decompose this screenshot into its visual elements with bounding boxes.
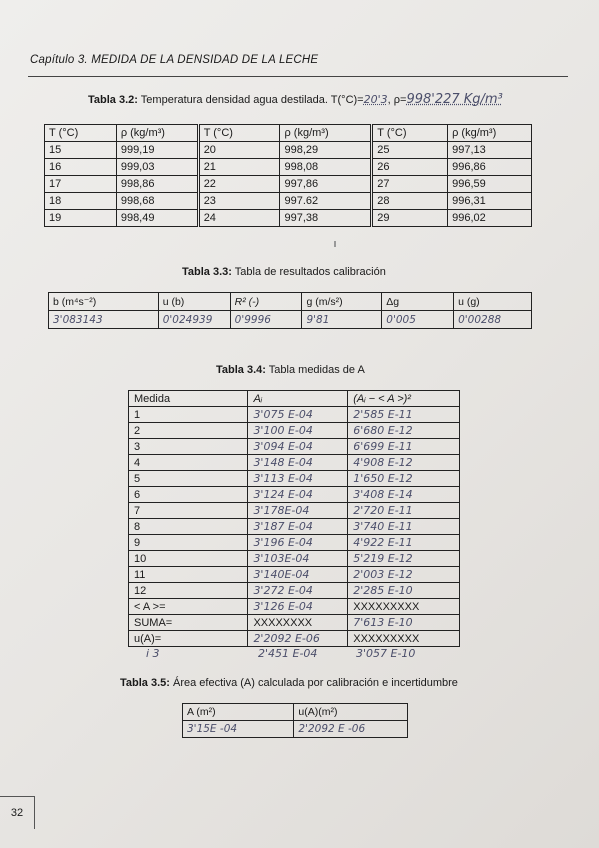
table-cell: 0'00288 (454, 311, 532, 329)
stray-mark (334, 241, 336, 247)
table32-header-cell: ρ (kg/m³) (116, 125, 198, 142)
table32-header-cell: T (°C) (45, 125, 117, 142)
table-cell: 8 (129, 519, 248, 535)
table-cell: 3'103E-04 (248, 551, 348, 567)
table-cell: 3'094 E-04 (248, 439, 348, 455)
table34-header-cell: Medida (129, 391, 248, 407)
table-cell: 5'219 E-12 (348, 551, 460, 567)
table-cell: 997,13 (448, 142, 532, 159)
table33-header-cell: b (m⁴s⁻²) (49, 293, 159, 311)
table-cell: XXXXXXXXX (348, 599, 460, 615)
page-number: 32 (0, 796, 35, 829)
table33-label: Tabla 3.3: (182, 266, 232, 278)
table-row (45, 142, 532, 159)
table-cell: 996,31 (448, 193, 532, 210)
table32-header-cell: T (°C) (198, 125, 280, 142)
table-cell: 29 (372, 210, 448, 227)
table-cell: 7'613 E-10 (348, 615, 460, 631)
table35-label: Tabla 3.5: (120, 677, 170, 689)
table-row (45, 193, 532, 210)
table-cell: u(A)= (129, 631, 248, 647)
table-cell: 6'680 E-12 (348, 423, 460, 439)
table-cell: 6 (129, 487, 248, 503)
table-cell: 5 (129, 471, 248, 487)
table33-caption-text: Tabla de resultados calibración (234, 266, 386, 278)
table33-header-cell: Δg (382, 293, 454, 311)
table-cell: 2'003 E-12 (348, 567, 460, 583)
table-cell: 3'272 E-04 (248, 583, 348, 599)
table-row (129, 567, 460, 583)
table-row (129, 551, 460, 567)
table35-header-row (183, 704, 408, 721)
table33 (48, 292, 532, 329)
table-cell: 22 (198, 176, 280, 193)
table34-header-cell: (Aᵢ − < A >)² (348, 391, 460, 407)
table-cell: 24 (198, 210, 280, 227)
table32-label: Tabla 3.2: (88, 94, 138, 106)
table-cell: 3'140E-04 (248, 567, 348, 583)
table-cell: XXXXXXXXX (348, 631, 460, 647)
table-cell: 3'075 E-04 (248, 407, 348, 423)
table32 (44, 124, 532, 227)
table-cell: 3'100 E-04 (248, 423, 348, 439)
table35-caption-text: Área efectiva (A) calculada por calibración e incertidumbre (173, 677, 458, 689)
table-row (129, 455, 460, 471)
table-row (129, 519, 460, 535)
table-row (129, 599, 460, 615)
table35-caption (120, 677, 458, 689)
table32-rho-label: , ρ= (387, 94, 407, 106)
table-cell: 997.62 (280, 193, 372, 210)
table-cell: 2'285 E-10 (348, 583, 460, 599)
table-cell: 12 (129, 583, 248, 599)
table-cell: 3'148 E-04 (248, 455, 348, 471)
table32-header-cell: T (°C) (372, 125, 448, 142)
table-cell: 10 (129, 551, 248, 567)
table-cell: 998,29 (280, 142, 372, 159)
table-cell: 18 (45, 193, 117, 210)
table-row (129, 583, 460, 599)
table-cell: 3'408 E-14 (348, 487, 460, 503)
table34-caption-text: Tabla medidas de A (268, 364, 365, 376)
table34-caption (216, 364, 365, 376)
table-row (129, 439, 460, 455)
table-row (129, 407, 460, 423)
table-cell: 28 (372, 193, 448, 210)
table-row (45, 159, 532, 176)
table33-header-row (49, 293, 532, 311)
table-cell: 997,86 (280, 176, 372, 193)
extra-row-value: 2'451 E-04 (258, 647, 318, 660)
table34-header-cell: Aᵢ (248, 391, 348, 407)
table-cell: 999,19 (116, 142, 198, 159)
extra-row-deviation: 3'057 E-10 (356, 647, 416, 660)
table-cell: 3'113 E-04 (248, 471, 348, 487)
table-cell: 4 (129, 455, 248, 471)
table33-header-cell: u (b) (158, 293, 230, 311)
table-cell: 2'2092 E-06 (248, 631, 348, 647)
table-row (129, 423, 460, 439)
table-cell: 6'699 E-11 (348, 439, 460, 455)
table32-header-cell: ρ (kg/m³) (448, 125, 532, 142)
table-cell: 17 (45, 176, 117, 193)
table-row (45, 210, 532, 227)
table-cell: 0'024939 (158, 311, 230, 329)
table-cell: 3 (129, 439, 248, 455)
table32-header-cell: ρ (kg/m³) (280, 125, 372, 142)
table-cell: 3'740 E-11 (348, 519, 460, 535)
table-cell: 3'126 E-04 (248, 599, 348, 615)
table-cell: 0'9996 (230, 311, 302, 329)
table32-header-row (45, 125, 532, 142)
header-rule (28, 76, 568, 77)
table-row (129, 535, 460, 551)
table-cell: 26 (372, 159, 448, 176)
table-cell: 996,02 (448, 210, 532, 227)
table-row (129, 631, 460, 647)
table-cell: 2'720 E-11 (348, 503, 460, 519)
table35-header-cell: u(A)(m²) (294, 704, 408, 721)
table35 (182, 703, 408, 738)
table35-header-cell: A (m²) (183, 704, 294, 721)
table-cell: 996,86 (448, 159, 532, 176)
table-row (129, 615, 460, 631)
table-cell: 998,68 (116, 193, 198, 210)
table-cell: XXXXXXXX (248, 615, 348, 631)
table34-header-row (129, 391, 460, 407)
table-cell: 21 (198, 159, 280, 176)
table34 (128, 390, 460, 647)
table32-caption-text: Temperatura densidad agua destilada. T(°C)= (140, 94, 364, 106)
table-cell: 999,03 (116, 159, 198, 176)
table-cell: 9'81 (302, 311, 382, 329)
table-cell: 4'908 E-12 (348, 455, 460, 471)
table-cell: 998,08 (280, 159, 372, 176)
table32-density-value: 998'227 Kg/m³ (406, 92, 503, 107)
table-cell: 998,49 (116, 210, 198, 227)
table-cell: 20 (198, 142, 280, 159)
table-cell: 25 (372, 142, 448, 159)
table-cell: 3'124 E-04 (248, 487, 348, 503)
table-cell: 3'187 E-04 (248, 519, 348, 535)
table-cell: 0'005 (382, 311, 454, 329)
table-row (129, 503, 460, 519)
table33-header-cell: u (g) (454, 293, 532, 311)
table-row (183, 721, 408, 738)
table33-header-cell: g (m/s²) (302, 293, 382, 311)
table-cell: 27 (372, 176, 448, 193)
table-cell: 1 (129, 407, 248, 423)
table-cell: < A >= (129, 599, 248, 615)
table-cell: 998,86 (116, 176, 198, 193)
table-cell: 16 (45, 159, 117, 176)
table-cell: 997,38 (280, 210, 372, 227)
table-cell: 3'15E -04 (183, 721, 294, 738)
table-cell: 2 (129, 423, 248, 439)
chapter-header: Capítulo 3. MEDIDA DE LA DENSIDAD DE LA LECHE (30, 54, 319, 66)
table-cell: 4'922 E-11 (348, 535, 460, 551)
table-row (129, 487, 460, 503)
table34-label: Tabla 3.4: (216, 364, 266, 376)
table-row (129, 471, 460, 487)
table-row (49, 311, 532, 329)
extra-row-label: i 3 (146, 647, 160, 660)
table-cell: 9 (129, 535, 248, 551)
table-cell: 15 (45, 142, 117, 159)
table-cell: 23 (198, 193, 280, 210)
table-cell: 1'650 E-12 (348, 471, 460, 487)
table-cell: 3'083143 (49, 311, 159, 329)
table-cell: 2'585 E-11 (348, 407, 460, 423)
table-cell: 3'196 E-04 (248, 535, 348, 551)
table32-caption (88, 92, 503, 107)
table-cell: 11 (129, 567, 248, 583)
table-cell: 7 (129, 503, 248, 519)
table-cell: SUMA= (129, 615, 248, 631)
table33-header-cell: R² (-) (230, 293, 302, 311)
table-cell: 19 (45, 210, 117, 227)
table-row (45, 176, 532, 193)
table-cell: 3'178E-04 (248, 503, 348, 519)
table-cell: 2'2092 E -06 (294, 721, 408, 738)
table32-temperature-value: 20'3 (363, 93, 388, 106)
table33-caption (182, 266, 386, 278)
table-cell: 996,59 (448, 176, 532, 193)
